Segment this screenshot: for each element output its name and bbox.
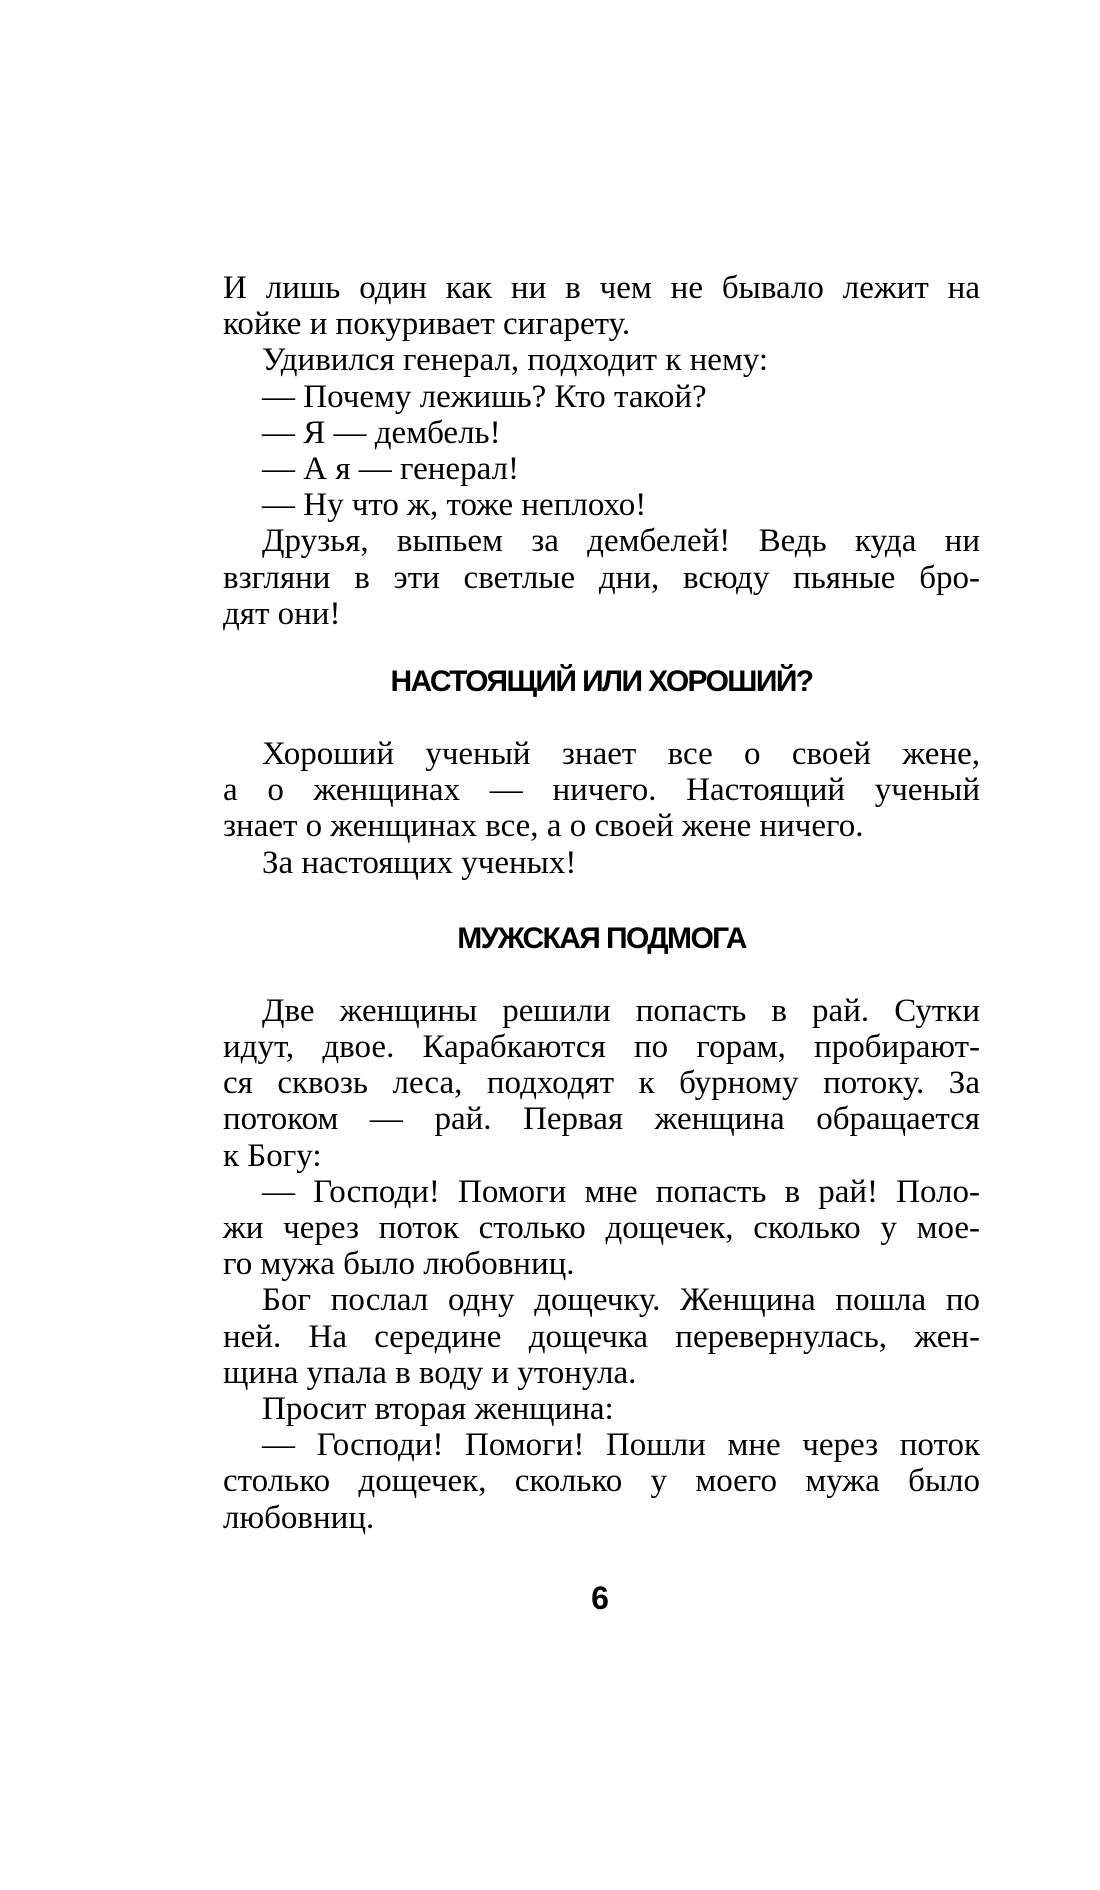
text-line: а о женщинах — ничего. Настоящий ученый	[223, 772, 980, 809]
paragraph	[223, 845, 980, 881]
text-line: И лишь один как ни в чем не бывало лежит на	[223, 270, 980, 306]
paragraph	[223, 342, 980, 378]
text-line: к Богу:	[223, 1137, 322, 1174]
text-line: потоком — рай. Первая женщина обращается	[223, 1101, 980, 1138]
text-line: Хороший ученый знает все о своей жене,	[262, 736, 980, 773]
text-line: За настоящих ученых!	[262, 844, 577, 881]
text-line: Бог послал одну дощечку. Женщина пошла по	[262, 1282, 980, 1319]
paragraph	[223, 270, 980, 342]
text-line: — А я — генерал!	[262, 451, 519, 488]
dialogue-line	[223, 451, 980, 487]
dialogue-line	[223, 487, 980, 523]
text-line: столько дощечек, сколько у моего мужа было	[223, 1463, 980, 1500]
text-line: знает о женщинах все, а о своей жене ничего.	[223, 808, 864, 845]
text-line: взгляни в эти светлые дни, всюду пьяные бро-	[223, 559, 980, 596]
page-text	[223, 270, 980, 1536]
dialogue-line	[223, 415, 980, 451]
text-line: дят они!	[223, 595, 341, 632]
text-line: го мужа было любовниц.	[223, 1246, 575, 1283]
text-line: Просит вторая женщина:	[262, 1391, 614, 1428]
text-line: щина упала в воду и утонула.	[223, 1354, 637, 1391]
text-line: — Господи! Помоги мне попасть в рай! Поло-	[262, 1173, 980, 1210]
paragraph	[223, 993, 980, 1174]
text-line: койке и покуривает сигарету.	[223, 306, 631, 343]
paragraph	[223, 523, 980, 632]
text-line: Друзья, выпьем за дембелей! Ведь куда ни	[262, 523, 980, 560]
paragraph	[223, 1391, 980, 1427]
text-line: идут, двое. Карабкаются по горам, пробирают-	[223, 1029, 980, 1066]
section-heading: МУЖСКАЯ ПОДМОГА	[457, 921, 746, 955]
text-line: Удивился генерал, подходит к нему:	[262, 342, 769, 379]
text-line: ся сквозь леса, подходят к бурному потоку. За	[223, 1065, 980, 1102]
text-line: жи через поток столько дощечек, сколько у мое-	[223, 1210, 980, 1247]
text-line: — Я — дембель!	[262, 414, 501, 451]
dialogue-line	[223, 1427, 980, 1536]
text-line: — Господи! Помоги! Пошли мне через поток	[262, 1427, 980, 1464]
dialogue-line	[223, 1174, 980, 1283]
text-line: любовниц.	[223, 1499, 375, 1536]
text-line: ней. На середине дощечка перевернулась, жен-	[223, 1318, 980, 1355]
section-heading: НАСТОЯЩИЙ ИЛИ ХОРОШИЙ?	[390, 665, 813, 699]
paragraph	[223, 736, 980, 845]
text-line: — Ну что ж, тоже неплохо!	[262, 487, 647, 524]
text-line: — Почему лежишь? Кто такой?	[262, 378, 707, 415]
paragraph	[223, 1282, 980, 1391]
dialogue-line	[223, 379, 980, 415]
text-line: Две женщины решили попасть в рай. Сутки	[262, 992, 980, 1029]
page-number: 6	[591, 1580, 609, 1616]
